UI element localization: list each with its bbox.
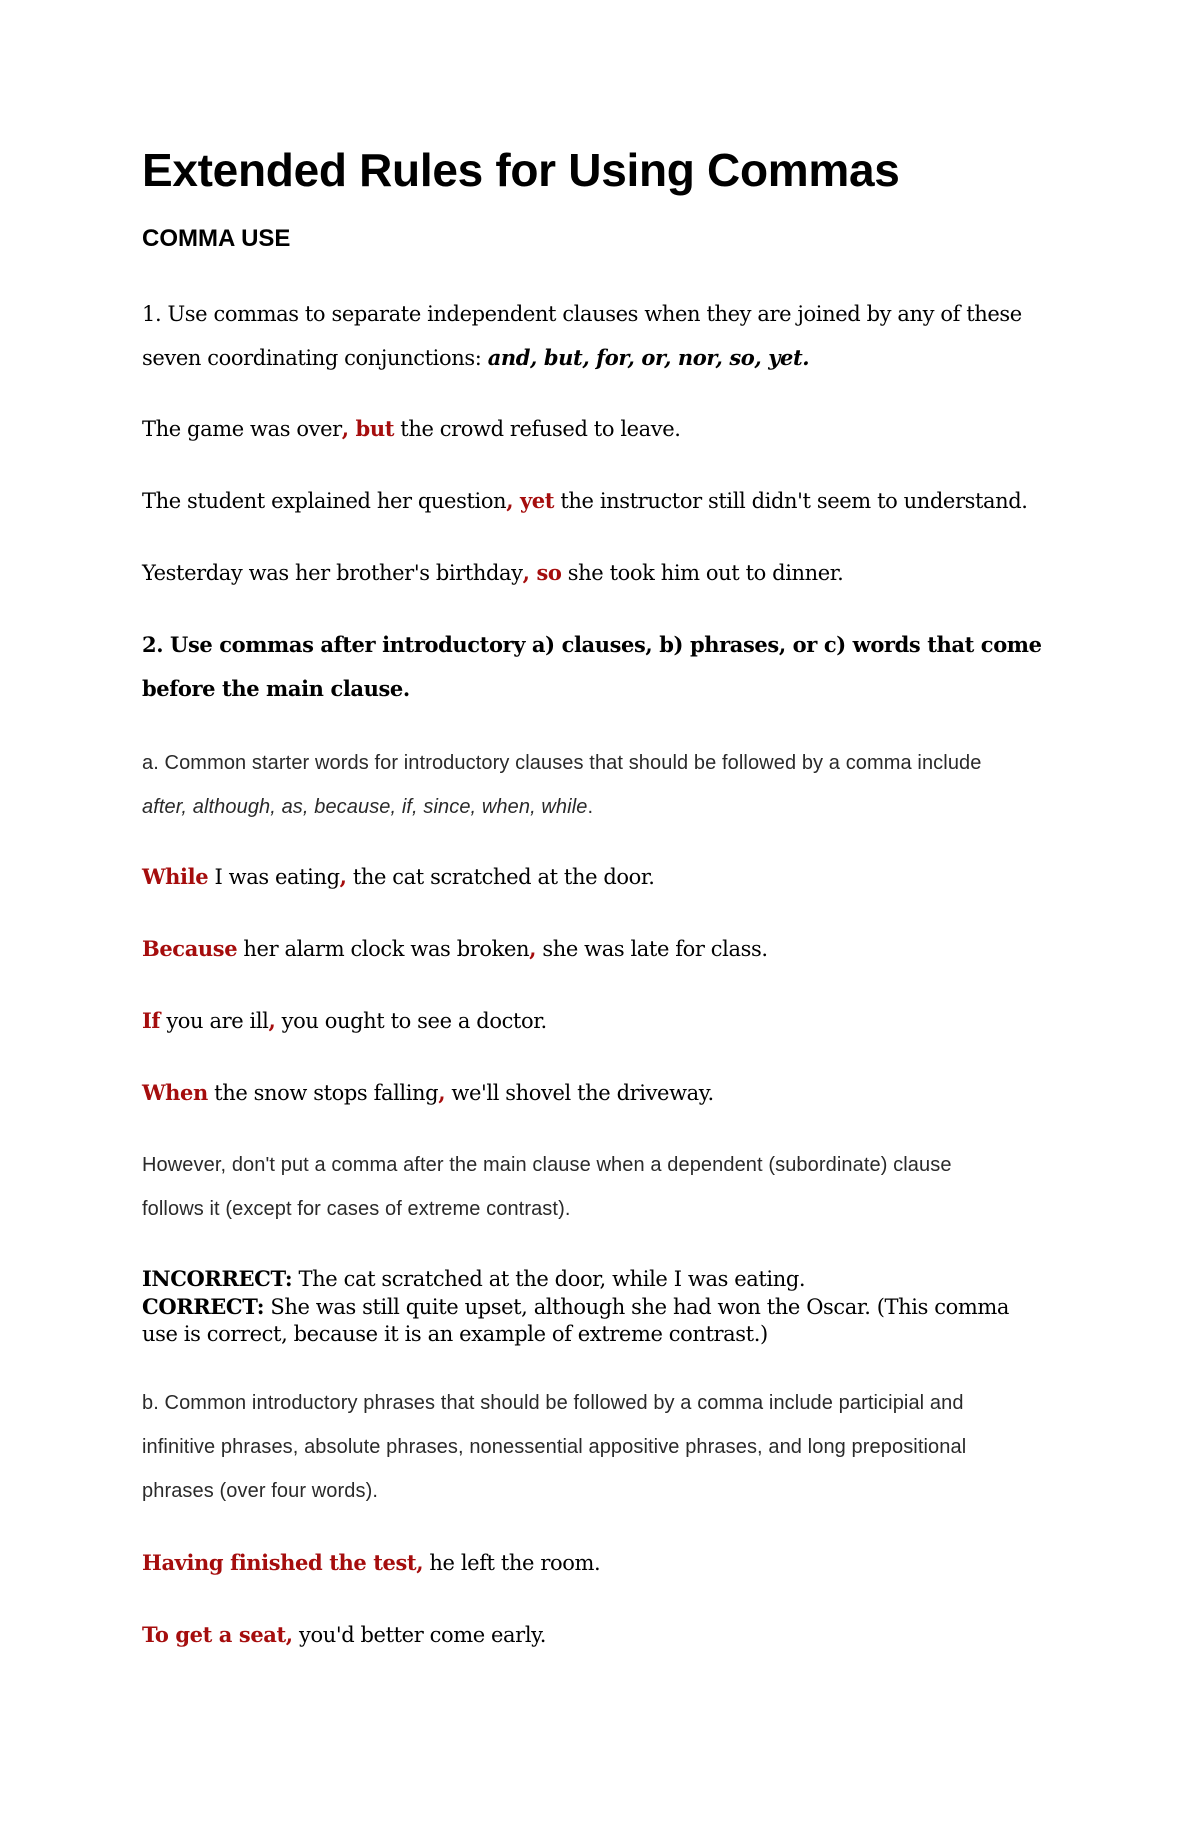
- example-2-marker: , yet: [506, 488, 555, 513]
- example-8-phrase: Having finished the test,: [142, 1550, 424, 1575]
- example-4-word: While: [142, 864, 209, 889]
- example-4-comma: ,: [339, 864, 347, 889]
- example-4: [142, 855, 1062, 899]
- example-1-before: The game was over: [142, 417, 342, 441]
- rule-1-conjunctions: and, but, for, or, nor, so, yet.: [487, 345, 810, 370]
- example-8-after: he left the room.: [423, 1551, 601, 1575]
- section-heading: COMMA USE: [142, 225, 291, 252]
- example-9-after: you'd better come early.: [292, 1623, 547, 1647]
- example-6-word: If: [142, 1008, 161, 1033]
- rule-2a-text: a. Common starter words for introductory clauses that should be followed by a comma include: [142, 752, 982, 774]
- however-note: However, don't put a comma after the main clause when a dependent (subordinate) clause follows it (except for cases of extreme contrast).: [142, 1154, 952, 1220]
- example-7: [142, 1071, 1062, 1115]
- rule-2a: [142, 741, 1012, 829]
- rule-1: [142, 292, 1072, 380]
- example-5-word: Because: [142, 936, 238, 961]
- correct-text: She was still quite upset, although she had won the Oscar. (This comma use is correct, because it is an example of extreme contrast.): [142, 1295, 1009, 1346]
- example-4-after: the cat scratched at the door.: [346, 865, 655, 889]
- example-7-after: we'll shovel the driveway.: [445, 1081, 714, 1105]
- example-2-before: The student explained her question: [142, 489, 507, 513]
- rule-2: 2. Use commas after introductory a) clauses, b) phrases, or c) words that come before the main clause.: [142, 632, 1042, 701]
- rule-2a-words: after, although, as, because, if, since, when, while: [142, 796, 588, 818]
- example-1-after: the crowd refused to leave.: [394, 417, 681, 441]
- correct-line: [142, 1293, 1032, 1348]
- example-6-comma: ,: [268, 1008, 276, 1033]
- example-3-before: Yesterday was her brother's birthday: [142, 561, 523, 585]
- example-7-comma: ,: [438, 1080, 446, 1105]
- example-2: [142, 479, 1062, 523]
- example-6-after: you ought to see a doctor.: [275, 1009, 547, 1033]
- rule-2b: b. Common introductory phrases that should be followed by a comma include participial and infinitive phrases, absolute phrases, nonessential appositive phrases, and long prepositional phrases (over four words).: [142, 1392, 967, 1502]
- example-5: [142, 927, 1062, 971]
- page-title: Extended Rules for Using Commas: [142, 144, 900, 196]
- example-1-marker: , but: [341, 416, 395, 441]
- example-9-phrase: To get a seat,: [142, 1622, 293, 1647]
- rule-2a-end: .: [587, 796, 594, 818]
- example-3-marker: , so: [522, 560, 562, 585]
- example-1: [142, 407, 1062, 451]
- incorrect-label: INCORRECT:: [142, 1266, 293, 1291]
- incorrect-correct-block: [142, 1265, 1032, 1348]
- correct-label: CORRECT:: [142, 1294, 265, 1319]
- example-3-after: she took him out to dinner.: [561, 561, 844, 585]
- example-2-after: the instructor still didn't seem to understand.: [554, 489, 1028, 513]
- rule-1-text: 1. Use commas to separate independent clauses when they are joined by any of these seven coordinating conjunctions:: [142, 302, 1022, 370]
- example-5-comma: ,: [529, 936, 537, 961]
- example-5-after: she was late for class.: [536, 937, 768, 961]
- example-6-middle: you are ill: [160, 1009, 269, 1033]
- example-6: [142, 999, 1062, 1043]
- example-7-word: When: [142, 1080, 208, 1105]
- example-8: [142, 1541, 1062, 1585]
- example-5-middle: her alarm clock was broken: [237, 937, 530, 961]
- example-3: [142, 551, 1062, 595]
- incorrect-line: [142, 1265, 1032, 1293]
- example-9: [142, 1613, 1062, 1657]
- example-7-middle: the snow stops falling: [207, 1081, 439, 1105]
- incorrect-text: The cat scratched at the door, while I was eating.: [292, 1267, 806, 1291]
- example-4-middle: I was eating: [208, 865, 340, 889]
